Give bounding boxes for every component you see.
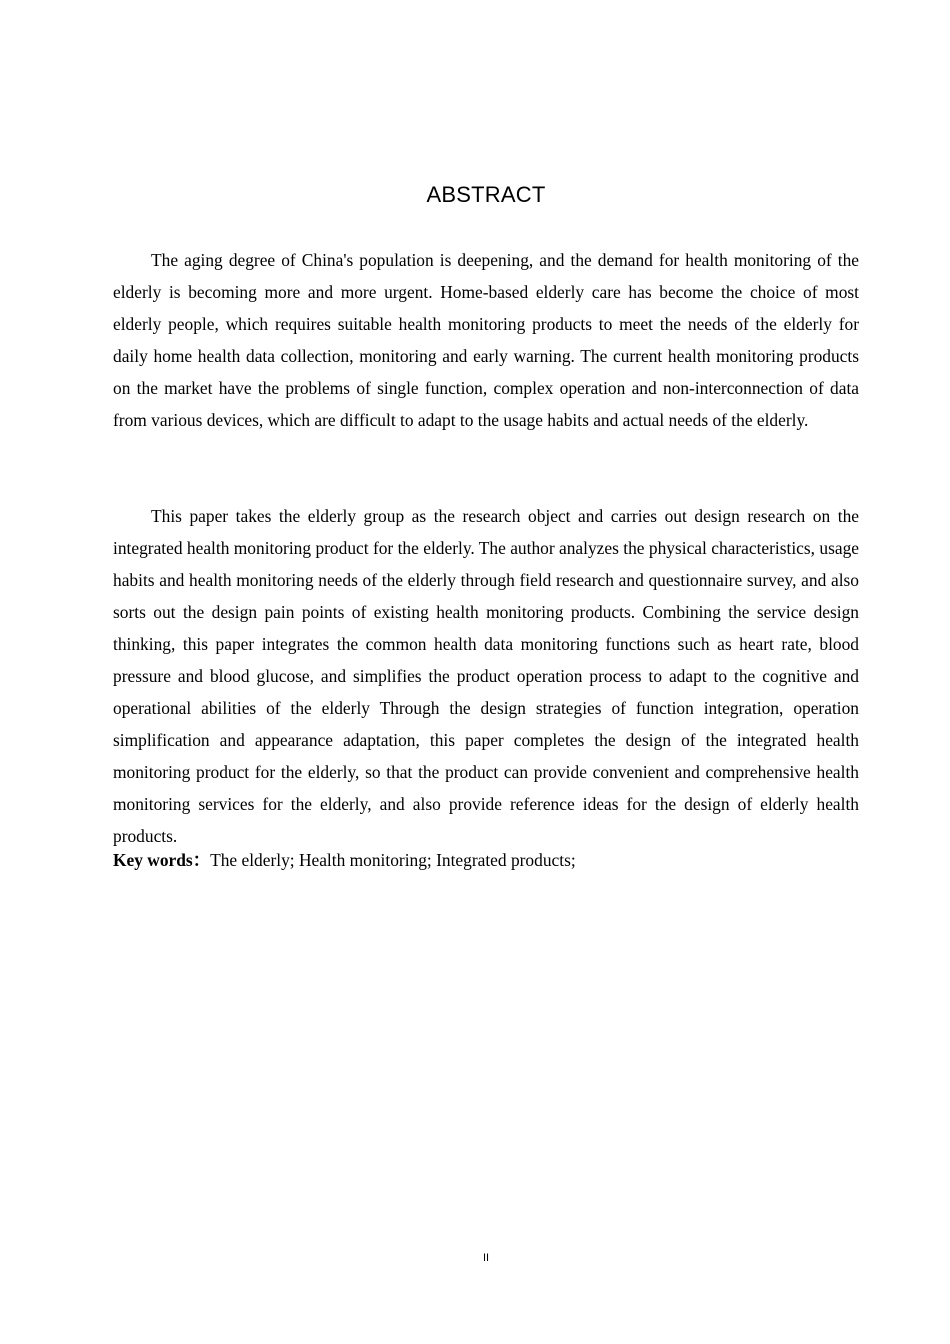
abstract-title: ABSTRACT (426, 182, 546, 207)
keywords-label: Key words： (113, 850, 211, 870)
abstract-paragraph-1: The aging degree of China's population is deepening, and the demand for health monitoring of the elderly is becoming more and more urgent. Home-based elderly care has become the choice of most elderly people, which requires suitable health monitoring products to meet the needs of the elderly for daily home health data collection, monitoring and early warning. The current health monitoring products on the market have the problems of single function, complex operation and non-interconnection of data from various devices, which are difficult to adapt to the usage habits and actual needs of the elderly. (113, 250, 859, 430)
abstract-paragraph-2: This paper takes the elderly group as the research object and carries out design research on the integrated health monitoring product for the elderly. The author analyzes the physical characteristics, usage habits and health monitoring needs of the elderly through field research and questionnaire survey, and also sorts out the design pain points of existing health monitoring products. Combining the service design thinking, this paper integrates the common health data monitoring functions such as heart rate, blood pressure and blood glucose, and simplifies the product operation process to adapt to the cognitive and operational abilities of the elderly Through the design strategies of function integration, operation simplification and appearance adaptation, this paper completes the design of the integrated health monitoring product for the elderly, so that the product can provide convenient and comprehensive health monitoring services for the elderly, and also provide reference ideas for the design of elderly health products. (113, 506, 859, 846)
page-number: II (482, 1252, 490, 1264)
keywords-text: The elderly; Health monitoring; Integrated products; (210, 850, 576, 870)
keywords-line (113, 846, 859, 874)
